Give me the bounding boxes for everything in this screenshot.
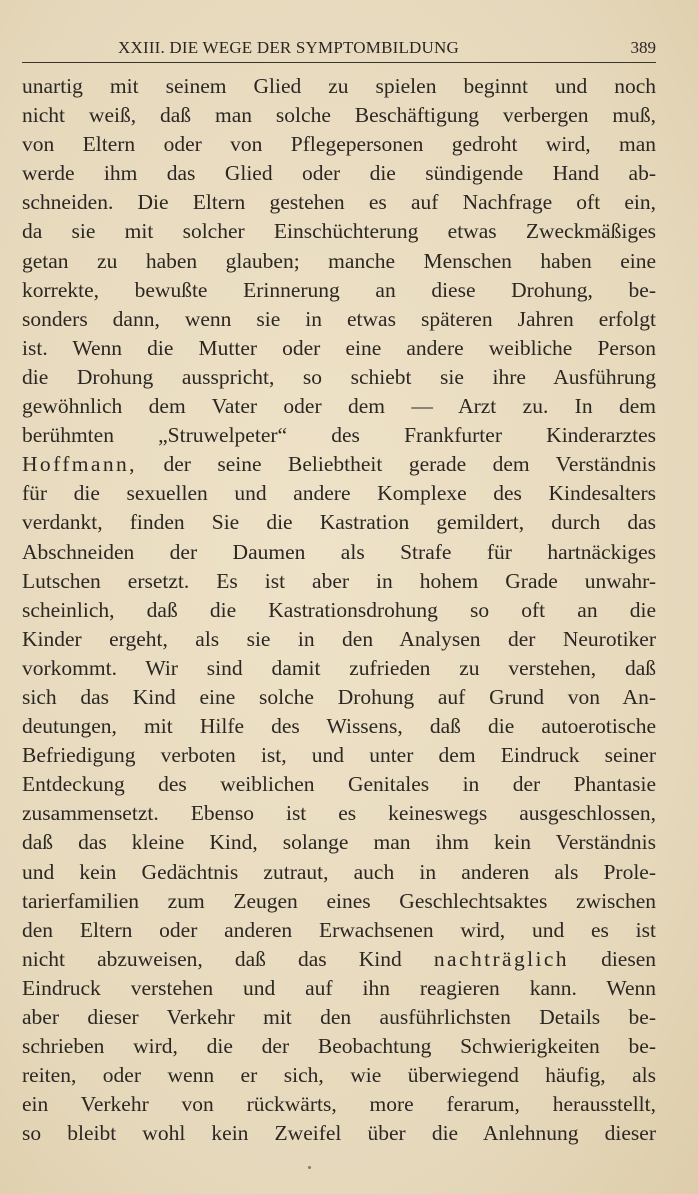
text-line: daß das kleine Kind, solange man ihm kein Verständnis [22, 830, 656, 855]
text-line: tarierfamilien zum Zeugen eines Geschlechtsaktes zwischen [22, 888, 656, 913]
text-line: gewöhnlich dem Vater oder dem — Arzt zu. In dem [22, 394, 656, 419]
text-line: da sie mit solcher Einschüchterung etwas Zweckmäßiges [22, 219, 656, 244]
text-line: und kein Gedächtnis zutraut, auch in anderen als Prole- [22, 859, 656, 884]
text-line: getan zu haben glauben; manche Menschen haben eine [22, 248, 656, 273]
text-line-rest: der seine Beliebtheit gerade dem Verständnis [163, 452, 657, 477]
text-line: werde ihm das Glied oder die sündigende Hand ab- [22, 161, 656, 186]
text-line: Befriedigung verboten ist, und unter dem Eindruck seiner [22, 743, 656, 768]
text-line: scheinlich, daß die Kastrationsdrohung so oft an die [22, 597, 656, 622]
text-line: unartig mit seinem Glied zu spielen beginnt und noch [22, 74, 656, 98]
text-line: berühmten „Struwelpeter“ des Frankfurter Kinderarztes [22, 423, 656, 448]
text-line: Abschneiden der Daumen als Strafe für hartnäckiges [22, 539, 656, 564]
text-line: sonders dann, wenn sie in etwas späteren Jahren erfolgt [22, 306, 656, 331]
body-text [22, 72, 656, 1148]
page-speck [308, 1166, 311, 1169]
text-line: den Eltern oder anderen Erwachsenen wird, und es ist [22, 917, 656, 942]
text-line: verdankt, finden Sie die Kastration gemildert, durch das [22, 510, 656, 535]
page-number: 389 [630, 38, 656, 57]
text-line: Lutschen ersetzt. Es ist aber in hohem Grade unwahr- [22, 568, 656, 593]
text-line-end: diesen [601, 946, 657, 971]
text-line: die Drohung ausspricht, so schiebt sie ihre Ausführung [22, 364, 656, 389]
text-line: schrieben wird, die der Beobachtung Schwierigkeiten be- [22, 1034, 656, 1059]
text-line: vorkommt. Wir sind damit zufrieden zu verstehen, daß [22, 655, 656, 680]
text-line-start: nicht abzuweisen, daß das Kind [22, 946, 402, 971]
text-line: reiten, oder wenn er sich, wie überwiegend häufig, als [22, 1063, 656, 1088]
text-line: ist. Wenn die Mutter oder eine andere weibliche Person [22, 335, 656, 360]
text-line: so bleibt wohl kein Zweifel über die Anlehnung dieser [22, 1121, 656, 1146]
text-line: schneiden. Die Eltern gestehen es auf Nachfrage oft ein, [22, 190, 656, 215]
text-line: für die sexuellen und andere Komplexe des Kindesalters [22, 481, 656, 506]
text-line: deutungen, mit Hilfe des Wissens, daß die autoerotische [22, 714, 656, 739]
text-line: sich das Kind eine solche Drohung auf Grund von An- [22, 684, 656, 709]
text-line: Kinder ergeht, als sie in den Analysen der Neurotiker [22, 626, 656, 651]
text-line: ein Verkehr von rückwärts, more ferarum, herausstellt, [22, 1092, 656, 1117]
spaced-word: nachträglich [433, 946, 569, 971]
text-line: aber dieser Verkehr mit den ausführlichsten Details be- [22, 1005, 656, 1029]
running-head: XXIII. DIE WEGE DER SYMPTOMBILDUNG [118, 38, 459, 57]
text-line-with-spaced-name [22, 450, 656, 479]
text-line: zusammensetzt. Ebenso ist es keineswegs ausgeschlossen, [22, 801, 656, 826]
spaced-name: Hoffmann, [22, 452, 137, 477]
page-header [22, 36, 656, 63]
text-line: korrekte, bewußte Erinnerung an diese Drohung, be- [22, 277, 656, 302]
text-line: Entdeckung des weiblichen Genitales in der Phantasie [22, 772, 656, 797]
text-line: von Eltern oder von Pflegepersonen gedroht wird, man [22, 132, 656, 157]
text-line-with-spaced-word [22, 945, 656, 974]
text-line: nicht weiß, daß man solche Beschäftigung verbergen muß, [22, 103, 656, 128]
text-line: Eindruck verstehen und auf ihn reagieren kann. Wenn [22, 975, 656, 1000]
